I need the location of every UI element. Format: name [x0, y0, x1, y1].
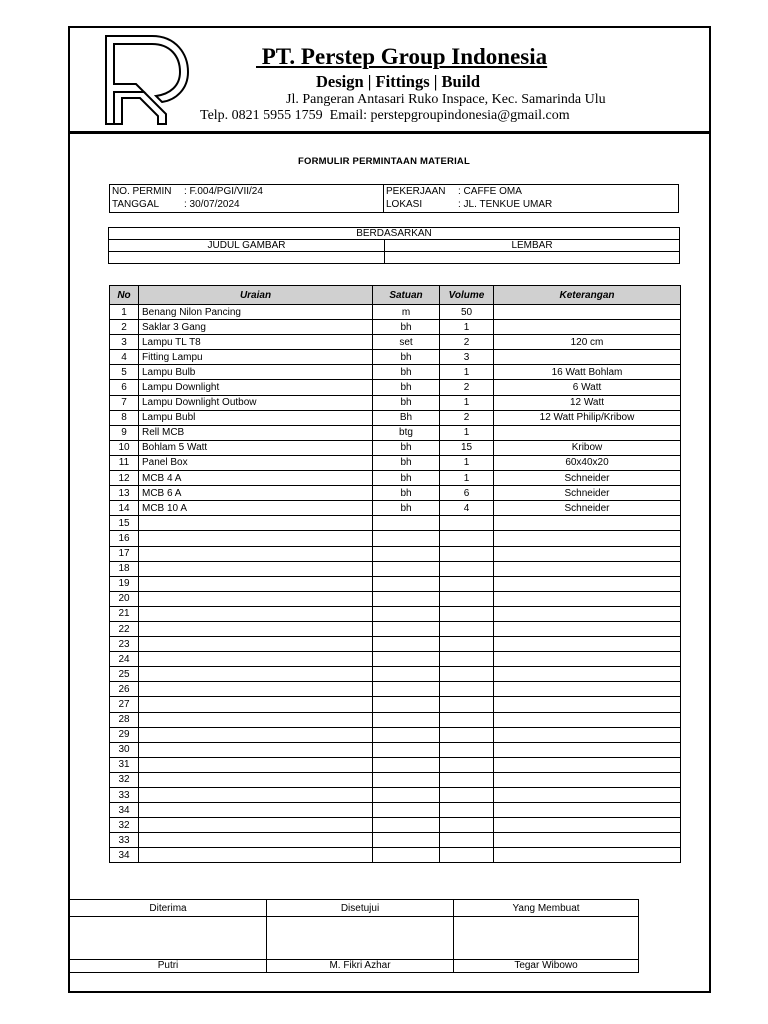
row-no-cell: 26	[110, 682, 139, 697]
row-no-cell: 32	[110, 772, 139, 787]
table-row	[110, 410, 681, 425]
row-no-cell: 23	[110, 637, 139, 652]
header-no: No	[110, 286, 139, 305]
row-satuan-cell	[373, 667, 440, 682]
row-no-cell: 34	[110, 803, 139, 818]
permin-value: : F.004/PGI/VII/24	[184, 186, 263, 197]
row-uraian-cell	[139, 667, 373, 682]
row-keterangan-cell	[494, 531, 681, 546]
row-uraian-cell: Benang Nilon Pancing	[139, 305, 373, 320]
row-no-cell: 2	[110, 320, 139, 335]
row-no-cell: 18	[110, 561, 139, 576]
company-address: Jl. Pangeran Antasari Ruko Inspace, Kec. Samarinda Ulu	[286, 92, 606, 107]
row-uraian-cell	[139, 697, 373, 712]
row-satuan-cell: btg	[373, 425, 440, 440]
row-no-cell: 14	[110, 501, 139, 516]
row-no-cell: 31	[110, 757, 139, 772]
row-uraian-cell	[139, 682, 373, 697]
items-header-row	[110, 286, 681, 305]
row-uraian-cell	[139, 833, 373, 848]
row-satuan-cell	[373, 591, 440, 606]
row-satuan-cell	[373, 742, 440, 757]
row-keterangan-cell	[494, 772, 681, 787]
row-volume-cell	[440, 757, 494, 772]
request-info-box	[109, 184, 679, 213]
row-volume-cell	[440, 742, 494, 757]
row-uraian-cell	[139, 576, 373, 591]
row-uraian-cell	[139, 772, 373, 787]
row-satuan-cell: bh	[373, 365, 440, 380]
table-row	[110, 697, 681, 712]
row-no-cell: 9	[110, 425, 139, 440]
row-satuan-cell	[373, 621, 440, 636]
row-volume-cell	[440, 637, 494, 652]
sign-header-creator: Yang Membuat	[454, 900, 639, 917]
row-satuan-cell: bh	[373, 350, 440, 365]
row-uraian-cell: Rell MCB	[139, 425, 373, 440]
row-no-cell: 32	[110, 818, 139, 833]
row-uraian-cell	[139, 516, 373, 531]
header-uraian: Uraian	[139, 286, 373, 305]
row-volume-cell: 6	[440, 486, 494, 501]
row-uraian-cell: Lampu Downlight	[139, 380, 373, 395]
row-keterangan-cell	[494, 350, 681, 365]
row-uraian-cell	[139, 712, 373, 727]
row-satuan-cell	[373, 561, 440, 576]
row-uraian-cell	[139, 803, 373, 818]
row-volume-cell	[440, 788, 494, 803]
table-row	[110, 561, 681, 576]
row-no-cell: 28	[110, 712, 139, 727]
row-keterangan-cell	[494, 757, 681, 772]
info-divider	[383, 185, 384, 212]
row-keterangan-cell	[494, 803, 681, 818]
row-satuan-cell: set	[373, 335, 440, 350]
row-uraian-cell: Bohlam 5 Watt	[139, 440, 373, 455]
table-row	[110, 833, 681, 848]
table-row	[110, 455, 681, 470]
table-row	[110, 682, 681, 697]
row-satuan-cell: bh	[373, 320, 440, 335]
row-volume-cell: 1	[440, 455, 494, 470]
tanggal-label: TANGGAL	[112, 199, 160, 210]
row-volume-cell	[440, 818, 494, 833]
row-volume-cell: 2	[440, 410, 494, 425]
row-volume-cell	[440, 848, 494, 863]
row-keterangan-cell	[494, 561, 681, 576]
lokasi-value: : JL. TENKUE UMAR	[458, 199, 553, 210]
row-no-cell: 10	[110, 440, 139, 455]
basis-sheet-cell	[385, 252, 680, 264]
row-volume-cell	[440, 803, 494, 818]
row-keterangan-cell: Schneider	[494, 471, 681, 486]
row-volume-cell	[440, 621, 494, 636]
row-uraian-cell: Panel Box	[139, 455, 373, 470]
row-keterangan-cell	[494, 425, 681, 440]
table-row	[110, 335, 681, 350]
row-satuan-cell	[373, 803, 440, 818]
row-volume-cell	[440, 531, 494, 546]
row-volume-cell: 15	[440, 440, 494, 455]
row-satuan-cell	[373, 848, 440, 863]
row-satuan-cell: bh	[373, 380, 440, 395]
row-no-cell: 4	[110, 350, 139, 365]
row-no-cell: 16	[110, 531, 139, 546]
company-name: PT. Perstep Group Indonesia	[256, 44, 548, 69]
material-items-table	[109, 285, 681, 863]
row-uraian-cell	[139, 757, 373, 772]
row-volume-cell	[440, 833, 494, 848]
table-row	[110, 591, 681, 606]
row-satuan-cell	[373, 531, 440, 546]
row-keterangan-cell	[494, 833, 681, 848]
row-uraian-cell: MCB 4 A	[139, 471, 373, 486]
row-uraian-cell	[139, 652, 373, 667]
basis-drawing-cell	[109, 252, 385, 264]
sign-name-creator: Tegar Wibowo	[454, 960, 639, 973]
row-no-cell: 3	[110, 335, 139, 350]
table-row	[110, 652, 681, 667]
row-keterangan-cell: Schneider	[494, 501, 681, 516]
table-row	[110, 757, 681, 772]
row-satuan-cell	[373, 697, 440, 712]
row-volume-cell	[440, 652, 494, 667]
row-satuan-cell	[373, 606, 440, 621]
row-no-cell: 33	[110, 788, 139, 803]
sign-header-received: Diterima	[70, 900, 267, 917]
row-satuan-cell	[373, 727, 440, 742]
row-volume-cell: 2	[440, 335, 494, 350]
row-volume-cell: 1	[440, 471, 494, 486]
row-no-cell: 33	[110, 833, 139, 848]
row-uraian-cell	[139, 742, 373, 757]
permin-label: NO. PERMIN	[112, 186, 172, 197]
row-volume-cell: 1	[440, 320, 494, 335]
table-row	[110, 516, 681, 531]
table-row	[110, 576, 681, 591]
row-volume-cell	[440, 772, 494, 787]
table-row	[110, 531, 681, 546]
row-keterangan-cell	[494, 305, 681, 320]
row-satuan-cell	[373, 772, 440, 787]
sign-space-creator	[454, 917, 639, 960]
company-logo-icon	[104, 34, 190, 126]
sign-name-received: Putri	[70, 960, 267, 973]
table-row	[110, 606, 681, 621]
row-keterangan-cell	[494, 727, 681, 742]
row-volume-cell	[440, 591, 494, 606]
tanggal-row	[112, 199, 240, 210]
company-contact: Telp. 0821 5955 1759 Email: perstepgroupindonesia@gmail.com	[200, 108, 570, 123]
row-satuan-cell: bh	[373, 395, 440, 410]
row-volume-cell: 50	[440, 305, 494, 320]
tanggal-value: : 30/07/2024	[184, 199, 240, 210]
row-keterangan-cell	[494, 591, 681, 606]
row-keterangan-cell	[494, 546, 681, 561]
row-keterangan-cell	[494, 742, 681, 757]
row-uraian-cell	[139, 621, 373, 636]
row-satuan-cell	[373, 546, 440, 561]
row-satuan-cell: bh	[373, 440, 440, 455]
sign-space-approved	[267, 917, 454, 960]
company-tagline: Design | Fittings | Build	[316, 72, 481, 91]
row-no-cell: 5	[110, 365, 139, 380]
row-volume-cell	[440, 516, 494, 531]
table-row	[110, 365, 681, 380]
row-uraian-cell	[139, 531, 373, 546]
row-keterangan-cell: 60x40x20	[494, 455, 681, 470]
row-no-cell: 25	[110, 667, 139, 682]
header-volume: Volume	[440, 286, 494, 305]
row-no-cell: 30	[110, 742, 139, 757]
basis-table	[108, 227, 680, 264]
row-satuan-cell: bh	[373, 455, 440, 470]
items-body	[110, 305, 681, 863]
table-row	[110, 818, 681, 833]
row-satuan-cell	[373, 652, 440, 667]
row-uraian-cell	[139, 818, 373, 833]
row-uraian-cell: Lampu TL T8	[139, 335, 373, 350]
row-satuan-cell: bh	[373, 501, 440, 516]
row-no-cell: 11	[110, 455, 139, 470]
header-keterangan: Keterangan	[494, 286, 681, 305]
row-no-cell: 17	[110, 546, 139, 561]
table-row	[110, 621, 681, 636]
row-keterangan-cell: 16 Watt Bohlam	[494, 365, 681, 380]
row-keterangan-cell: 12 Watt	[494, 395, 681, 410]
row-keterangan-cell	[494, 576, 681, 591]
row-keterangan-cell	[494, 682, 681, 697]
table-row	[110, 471, 681, 486]
row-no-cell: 20	[110, 591, 139, 606]
row-satuan-cell	[373, 576, 440, 591]
table-row	[110, 350, 681, 365]
lokasi-label: LOKASI	[386, 199, 423, 210]
row-no-cell: 6	[110, 380, 139, 395]
lokasi-row	[386, 199, 552, 210]
row-keterangan-cell	[494, 818, 681, 833]
row-satuan-cell: bh	[373, 471, 440, 486]
row-no-cell: 22	[110, 621, 139, 636]
row-satuan-cell	[373, 682, 440, 697]
table-row	[110, 712, 681, 727]
row-volume-cell: 1	[440, 425, 494, 440]
row-no-cell: 27	[110, 697, 139, 712]
row-keterangan-cell: Schneider	[494, 486, 681, 501]
row-satuan-cell	[373, 637, 440, 652]
row-keterangan-cell: 120 cm	[494, 335, 681, 350]
row-volume-cell	[440, 561, 494, 576]
table-row	[110, 546, 681, 561]
row-uraian-cell	[139, 727, 373, 742]
table-row	[110, 803, 681, 818]
row-keterangan-cell	[494, 516, 681, 531]
table-row	[110, 380, 681, 395]
row-volume-cell	[440, 727, 494, 742]
row-no-cell: 34	[110, 848, 139, 863]
basis-title: BERDASARKAN	[109, 228, 680, 240]
row-no-cell: 29	[110, 727, 139, 742]
signature-table	[69, 899, 639, 973]
table-row	[110, 727, 681, 742]
sign-name-approved: M. Fikri Azhar	[267, 960, 454, 973]
row-no-cell: 13	[110, 486, 139, 501]
row-keterangan-cell	[494, 621, 681, 636]
sign-space-received	[70, 917, 267, 960]
row-uraian-cell: Lampu Downlight Outbow	[139, 395, 373, 410]
row-satuan-cell: Bh	[373, 410, 440, 425]
row-satuan-cell	[373, 833, 440, 848]
row-volume-cell	[440, 682, 494, 697]
row-keterangan-cell	[494, 848, 681, 863]
row-no-cell: 7	[110, 395, 139, 410]
table-row	[110, 637, 681, 652]
header-satuan: Satuan	[373, 286, 440, 305]
row-keterangan-cell: 12 Watt Philip/Kribow	[494, 410, 681, 425]
table-row	[110, 667, 681, 682]
row-satuan-cell: bh	[373, 486, 440, 501]
row-uraian-cell: Saklar 3 Gang	[139, 320, 373, 335]
row-satuan-cell	[373, 788, 440, 803]
row-volume-cell: 1	[440, 365, 494, 380]
basis-sheet-header: LEMBAR	[385, 240, 680, 252]
row-volume-cell: 2	[440, 380, 494, 395]
row-keterangan-cell	[494, 788, 681, 803]
header-divider	[70, 131, 709, 134]
row-volume-cell: 4	[440, 501, 494, 516]
row-uraian-cell: Fitting Lampu	[139, 350, 373, 365]
row-keterangan-cell	[494, 637, 681, 652]
row-no-cell: 8	[110, 410, 139, 425]
sign-header-approved: Disetujui	[267, 900, 454, 917]
row-uraian-cell	[139, 561, 373, 576]
pekerjaan-value: : CAFFE OMA	[458, 186, 522, 197]
table-row	[110, 788, 681, 803]
permin-row	[112, 186, 263, 197]
row-keterangan-cell	[494, 320, 681, 335]
table-row	[110, 848, 681, 863]
row-keterangan-cell: 6 Watt	[494, 380, 681, 395]
row-satuan-cell	[373, 712, 440, 727]
row-no-cell: 15	[110, 516, 139, 531]
row-uraian-cell: MCB 10 A	[139, 501, 373, 516]
row-volume-cell	[440, 606, 494, 621]
table-row	[110, 305, 681, 320]
row-satuan-cell	[373, 757, 440, 772]
row-volume-cell	[440, 712, 494, 727]
row-volume-cell	[440, 667, 494, 682]
pekerjaan-row	[386, 186, 522, 197]
table-row	[110, 501, 681, 516]
basis-drawing-header: JUDUL GAMBAR	[109, 240, 385, 252]
row-keterangan-cell	[494, 712, 681, 727]
table-row	[110, 486, 681, 501]
row-no-cell: 24	[110, 652, 139, 667]
row-keterangan-cell	[494, 606, 681, 621]
row-satuan-cell	[373, 516, 440, 531]
table-row	[110, 440, 681, 455]
row-no-cell: 21	[110, 606, 139, 621]
form-title: FORMULIR PERMINTAAN MATERIAL	[297, 156, 470, 167]
row-uraian-cell	[139, 637, 373, 652]
row-keterangan-cell	[494, 652, 681, 667]
row-uraian-cell	[139, 848, 373, 863]
row-no-cell: 1	[110, 305, 139, 320]
row-uraian-cell	[139, 788, 373, 803]
row-uraian-cell	[139, 546, 373, 561]
row-keterangan-cell	[494, 667, 681, 682]
row-volume-cell: 3	[440, 350, 494, 365]
pekerjaan-label: PEKERJAAN	[386, 186, 446, 197]
row-uraian-cell: MCB 6 A	[139, 486, 373, 501]
table-row	[110, 742, 681, 757]
table-row	[110, 395, 681, 410]
row-volume-cell: 1	[440, 395, 494, 410]
row-satuan-cell	[373, 818, 440, 833]
row-satuan-cell: m	[373, 305, 440, 320]
row-keterangan-cell: Kribow	[494, 440, 681, 455]
row-volume-cell	[440, 697, 494, 712]
row-uraian-cell	[139, 606, 373, 621]
row-no-cell: 19	[110, 576, 139, 591]
table-row	[110, 425, 681, 440]
table-row	[110, 772, 681, 787]
table-row	[110, 320, 681, 335]
row-uraian-cell	[139, 591, 373, 606]
row-volume-cell	[440, 546, 494, 561]
row-no-cell: 12	[110, 471, 139, 486]
row-keterangan-cell	[494, 697, 681, 712]
row-uraian-cell: Lampu Bubl	[139, 410, 373, 425]
row-volume-cell	[440, 576, 494, 591]
row-uraian-cell: Lampu Bulb	[139, 365, 373, 380]
